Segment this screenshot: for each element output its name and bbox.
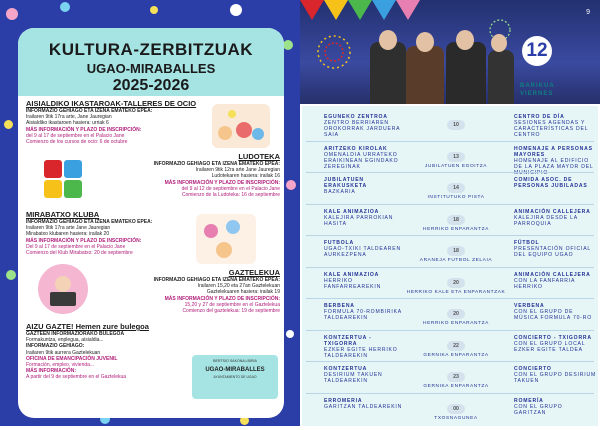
confetti-dot bbox=[6, 270, 16, 280]
event-time-place bbox=[406, 113, 506, 132]
event-spanish bbox=[514, 114, 596, 138]
event-time-place bbox=[406, 271, 506, 296]
section-line-es: MÁS INFORMACIÓN: bbox=[26, 368, 76, 375]
section-heading-es: MÁS INFORMACIÓN Y PLAZO DE INSCRIPCIÓN: bbox=[164, 179, 280, 186]
section-line-es: Del 9 al 17 de septiembre en el Palacio Jane bbox=[26, 243, 126, 250]
section-title: AISIALDIKO IKASTAROAK-TALLERES DE OCIO bbox=[26, 99, 197, 108]
section-line-es: Formación, empleo, vivienda... bbox=[26, 362, 95, 369]
event-place: HERRIKO ENPARANTZA bbox=[423, 226, 489, 232]
row-divider bbox=[306, 172, 594, 173]
section-heading: INFORMAZIO GEHIAGO ETA IZENA EMATEKO EPEA: bbox=[153, 277, 280, 283]
section-heading: GAZTEEN INFORMAZIORAKO BULEGOA bbox=[26, 331, 125, 337]
event-time: 18 bbox=[447, 215, 465, 225]
event-desc-es: CON LA FANFARRIA HERRIKO bbox=[514, 277, 575, 290]
section-line: Irailaren 9tik 17ra arte, Jane Jauregian bbox=[26, 114, 112, 121]
header-banner bbox=[18, 28, 284, 96]
event-time: 10 bbox=[447, 120, 465, 130]
event-spanish bbox=[514, 303, 596, 321]
event-title-es: HOMENAJE A PERSONAS MAYORES bbox=[514, 145, 593, 158]
page-year: 2025-2026 bbox=[112, 77, 190, 94]
event-desc-es: CON EL GRUPO GARITZAN bbox=[514, 403, 563, 416]
event-title-eu: EGUNEKO ZENTROA bbox=[324, 114, 388, 120]
person-head bbox=[456, 30, 474, 50]
event-time: 14 bbox=[447, 183, 465, 193]
row-divider bbox=[306, 204, 594, 205]
section-line-es: 15,20 y 27 de septiembre en el Gaztelekua bbox=[184, 301, 280, 308]
section-heading-es: OFICINA DE EMANCIPACIÓN JUVENIL bbox=[26, 355, 118, 362]
confetti-dot bbox=[150, 6, 158, 14]
person-head bbox=[379, 30, 397, 50]
event-time-place bbox=[406, 239, 506, 264]
person bbox=[406, 46, 444, 104]
section-line-es: del 9 al 12 de septiembre en el Palacio Jane bbox=[181, 185, 280, 192]
confetti-dot bbox=[60, 2, 70, 12]
event-title-es: CONCIERTO bbox=[514, 366, 552, 372]
section-line-es: del 9 al 17 de septiembre en el Palacio Jane bbox=[26, 132, 125, 139]
section-title: MIRABATXO KLUBA bbox=[26, 210, 100, 219]
event-title-es: FÚTBOL bbox=[514, 240, 540, 246]
section-heading-es: MÁS INFORMACIÓN Y PLAZO DE INSCRIPCIÓN: bbox=[164, 295, 280, 302]
event-basque bbox=[324, 398, 406, 410]
event-time: 20 bbox=[447, 309, 465, 319]
event-title-eu: JUBILATUEN ERAKUSKETA bbox=[324, 177, 367, 189]
logo-name: UGAO-MIRABALLES bbox=[205, 367, 265, 373]
section-line: Mirabatxo klubaren hasiera: irailak 20 bbox=[26, 231, 110, 238]
event-time-place bbox=[406, 365, 506, 390]
event-desc-es: KALEJIRA DESDE LA PARROQUIA bbox=[514, 214, 578, 227]
page-title: KULTURA-ZERBITZUAK bbox=[48, 40, 254, 59]
event-title-eu: BERBENA bbox=[324, 303, 355, 309]
reader-illustration bbox=[36, 262, 90, 316]
event-title-es: ANIMACIÓN CALLEJERA bbox=[514, 208, 591, 215]
event-desc-eu: BAZKARIA bbox=[324, 189, 356, 195]
event-time-place bbox=[406, 302, 506, 327]
event-basque bbox=[324, 177, 406, 195]
event-place: HERRIKO ENPARANTZA bbox=[423, 321, 489, 326]
schedule-row bbox=[302, 396, 598, 430]
event-spanish bbox=[514, 398, 596, 416]
confetti-dot bbox=[230, 4, 242, 16]
event-basque bbox=[324, 335, 406, 359]
section-heading: INFORMAZIO GEHIAGO ETA IZENA EMATEKO EPEA: bbox=[26, 219, 153, 225]
event-spanish bbox=[514, 272, 596, 290]
event-title-eu: KONTZERTUA - TXIGORRA bbox=[324, 334, 372, 347]
section-line-es: Comienzo de la Ludoteka: 16 de septiembre bbox=[181, 192, 280, 199]
event-desc-eu: OMENALDIA URRATEKO ERAIKINEAN EGINDAKO ZEREGINAK bbox=[324, 151, 399, 170]
event-spanish bbox=[514, 177, 596, 189]
event-time-place bbox=[406, 334, 506, 359]
event-basque bbox=[324, 114, 406, 138]
section-heading-es: MÁS INFORMACIÓN Y PLAZO DE INSCRIPCIÓN: bbox=[26, 237, 142, 244]
event-place: JUBILATUEN EGOITZA bbox=[424, 163, 488, 169]
event-place: TXOSNAGUNEA bbox=[434, 415, 478, 421]
event-title-es: CENTRO DE DÍA bbox=[514, 114, 565, 120]
event-desc-es: HOMENAJE AL EDIFICIO DE LA PLAZA MAYOR DEL bbox=[514, 157, 594, 170]
event-desc-eu: GARITZAN TALDEAREKIN bbox=[324, 403, 403, 410]
group-photo bbox=[300, 0, 600, 104]
logo-bottom-text: AYUNTAMIENTO DE UGAO bbox=[213, 375, 257, 379]
row-divider bbox=[306, 330, 594, 331]
section-aisialdiko bbox=[26, 99, 226, 145]
event-time: 22 bbox=[447, 341, 465, 351]
section-line: Ludotekaren hasiera: irailak 16 bbox=[211, 173, 280, 180]
event-place: GERNIKA ENPARANTZA bbox=[423, 352, 489, 358]
event-time: 23 bbox=[447, 372, 465, 382]
row-divider bbox=[306, 267, 594, 268]
event-title-eu: KONTZERTUA bbox=[324, 366, 368, 372]
event-title-es: ANIMACIÓN CALLEJERA bbox=[514, 271, 591, 278]
event-desc-es: CON EL GRUPO DESIRIUM TAKUEN bbox=[514, 372, 596, 384]
event-basque bbox=[324, 146, 406, 170]
event-desc-es: CON EL GRUPO DE MÚSICA FORMULA 70-RO bbox=[514, 309, 592, 321]
section-line: Aisialdiko ikastaroen hasiera: urriak 6 bbox=[26, 120, 109, 127]
confetti-dot bbox=[6, 8, 18, 20]
weekday-eu: BARIKUA bbox=[520, 83, 555, 89]
municipality-logo bbox=[192, 355, 278, 399]
event-desc-eu: UGAO-TXIKI TALDEAREN AURKEZPENA bbox=[324, 246, 401, 258]
event-basque bbox=[324, 303, 406, 321]
weekday-es: VIERNES bbox=[520, 91, 554, 97]
section-line: Irailaren 9tik aurrera Gaztelekuan bbox=[26, 349, 101, 356]
event-time: 20 bbox=[447, 278, 465, 288]
event-title-es: VERBENA bbox=[514, 303, 545, 309]
section-line-es: Comienzo de los cursos de ocio: 6 de octubre bbox=[26, 139, 128, 146]
event-place: ARANEJA FUTBOL ZELAIA bbox=[419, 258, 493, 263]
event-desc-es: PRESENTACIÓN OFICIAL DEL EQUIPO UGAO bbox=[514, 246, 591, 258]
date-weekday bbox=[520, 82, 555, 98]
event-place: INSTITUTUKO PISTA bbox=[427, 195, 485, 200]
section-ludoteka bbox=[100, 152, 280, 198]
section-heading: INFORMAZIO GEHIAGO ETA IZENA EMATEKO EPEA: bbox=[153, 161, 280, 167]
schedule-list bbox=[302, 106, 598, 426]
event-desc-eu: DESIRIUM TAKUEN TALDEAREKIN bbox=[324, 372, 383, 384]
logo-top-text: BERTSIO SAKONA LIBRIA bbox=[213, 359, 257, 363]
event-time: 13 bbox=[447, 152, 465, 162]
event-title-es: CONCIERTO - TXIGORRA bbox=[514, 334, 592, 341]
section-line-es: Comienzo del Klub Mirabatxo: 20 de septiembre bbox=[26, 250, 133, 257]
event-desc-es: SESIONES AGENDAS Y CARACTERÍSTICAS DEL CENTRO bbox=[514, 120, 589, 138]
person bbox=[488, 50, 514, 104]
event-title-es: COMIDA ASOC. DE PERSONAS JUBILADAS bbox=[514, 177, 588, 189]
confetti-dot bbox=[283, 40, 293, 50]
event-place: GERNIKA ENPARANTZA bbox=[423, 384, 489, 389]
section-line: Irailaren 9tik 17ra arte Jane Jauregian bbox=[26, 225, 111, 232]
event-spanish bbox=[514, 335, 596, 353]
event-time-place bbox=[406, 176, 506, 201]
section-title: LUDOTEKA bbox=[238, 152, 280, 161]
section-title: GAZTELEKUA bbox=[228, 268, 280, 277]
section-line-es: Comienzo del gaztelekua: 19 de septiembre bbox=[182, 308, 280, 315]
section-heading: INFORMAZIO GEHIAGO ETA IZENA EMATEKO EPEA: bbox=[26, 108, 153, 114]
event-time: 00 bbox=[447, 404, 465, 414]
row-divider bbox=[306, 361, 594, 362]
row-divider bbox=[306, 235, 594, 236]
children-illustration bbox=[212, 104, 270, 148]
person-head bbox=[416, 32, 434, 52]
event-title-eu: FUTBOLA bbox=[324, 240, 354, 246]
section-gaztelekua bbox=[100, 268, 280, 314]
event-spanish bbox=[514, 240, 596, 258]
event-desc-es: CON EL GRUPO LOCAL EZKER EGITE TALDEA bbox=[514, 340, 586, 353]
event-time: 18 bbox=[447, 246, 465, 256]
confetti-dot bbox=[286, 180, 296, 190]
event-time-place bbox=[406, 208, 506, 233]
section-title: AIZU GAZTE! Hemen zure bulegoa bbox=[26, 322, 149, 331]
event-basque bbox=[324, 272, 406, 290]
event-place: HERRIKO KALE ETA ENPARANTZAK bbox=[406, 289, 506, 295]
section-line: Irailaren 9tik 12ra arte Jane Jauregian bbox=[195, 167, 280, 174]
section-mirabatxo bbox=[26, 210, 176, 256]
event-desc-eu: ZENTRO BERRIAREN OROKORRAK JARDUERA SAIA bbox=[324, 120, 401, 138]
confetti-dot bbox=[286, 330, 294, 338]
event-spanish bbox=[514, 366, 596, 384]
confetti-dot bbox=[4, 120, 13, 129]
event-title-eu: KALE ANIMAZIOA bbox=[324, 271, 380, 278]
person bbox=[370, 42, 406, 104]
event-spanish bbox=[514, 146, 596, 176]
person-head bbox=[491, 34, 507, 52]
kids-playing-illustration bbox=[196, 214, 256, 264]
row-divider bbox=[306, 298, 594, 299]
event-title-eu: ARITZEKO KIROLAK bbox=[324, 145, 388, 152]
event-desc-eu: HERRIKO FANFARREAREKIN bbox=[324, 277, 382, 290]
row-divider bbox=[306, 393, 594, 394]
event-desc-eu: KALEJIRA PARROKIAN HASITA bbox=[324, 214, 394, 227]
section-line: Irailaren 15,20 eta 27an Gaztelekuan bbox=[197, 283, 280, 290]
event-basque bbox=[324, 209, 406, 227]
page-number: 9 bbox=[586, 9, 590, 16]
page-subtitle: UGAO-MIRABALLES bbox=[86, 61, 216, 76]
event-title-eu: ERROMERIA bbox=[324, 397, 363, 404]
date-badge: 12 bbox=[522, 36, 552, 66]
event-basque bbox=[324, 366, 406, 384]
event-time-place bbox=[406, 397, 506, 422]
event-desc-eu: FORMULA 70-ROMBIRIKA TALDEAREKIN bbox=[324, 309, 402, 321]
section-heading-es: MÁS INFORMACIÓN Y PLAZO DE INSCRIPCIÓN: bbox=[26, 126, 142, 133]
section-line: Gaztelekuaren hasiera: irailak 19 bbox=[206, 289, 280, 296]
section-aizu-gazte bbox=[26, 322, 196, 381]
puzzle-illustration bbox=[40, 156, 86, 202]
event-spanish bbox=[514, 209, 596, 227]
person bbox=[446, 42, 486, 104]
event-title-es: ROMERÍA bbox=[514, 397, 544, 404]
event-basque bbox=[324, 240, 406, 258]
section-line-es: A partir del 9 de septiembre en el Gaztelekua bbox=[26, 374, 127, 381]
event-desc-eu: EZKER EGITE HERRIKO TALDEAREKIN bbox=[324, 346, 398, 359]
section-line: INFORMAZIO GEHIAGO: bbox=[26, 343, 85, 350]
event-time-place bbox=[406, 145, 506, 170]
section-line: Formakuntza, enplegua, aisialdia... bbox=[26, 337, 104, 344]
event-title-eu: KALE ANIMAZIOA bbox=[324, 208, 380, 215]
row-divider bbox=[306, 141, 594, 142]
